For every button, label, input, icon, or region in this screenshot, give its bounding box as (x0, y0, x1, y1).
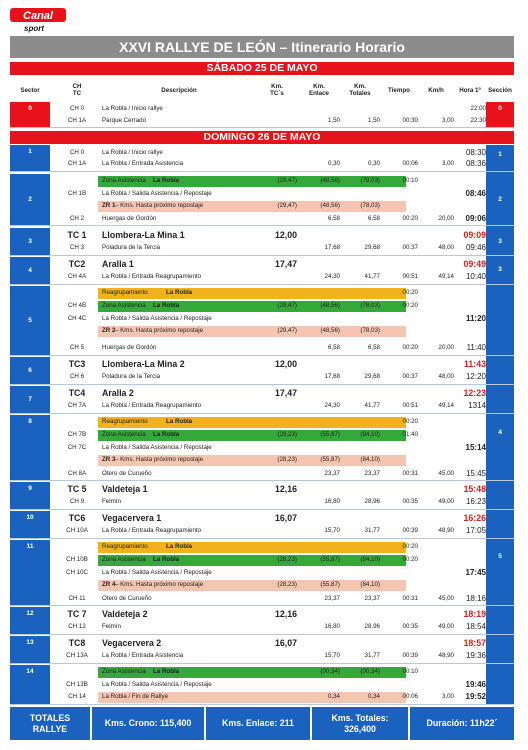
sector-14: 14 Zona Asistencia La Robla (00,34) (00,34) 00:10 CH 13B La Robla / Salida Asistencia / Repostaje 19:46 CH 14 La Robla / Fin de Rallye 0,34 0,34 00:06 3,00 19:52 (10, 665, 514, 705)
sector-7: 7 TC4 Aralla 2 17,47 12:23 CH 7A La Robla / Entrada Reagrupamiento 24,30 41,77 00:51 49,14 1314 (10, 386, 514, 414)
col-km-tc: Km. TC´s (270, 83, 284, 97)
sector-10: 10 TC6 Vegacervera 1 16,07 16:26 CH 10A La Robla / Entrada Reagrupamiento 15,70 31,77 00:39 48,90 17:05 (10, 511, 514, 539)
table-row: Zona Asistencia La Robla (00,34) (00,34) 00:10 (102, 668, 418, 675)
table-row: CH 10B Zona Asistencia La Robla (28,23) (55,87) (84,10) 00:20 (66, 556, 418, 563)
sector-0 (10, 102, 514, 128)
logo-mark-icon (8, 4, 80, 34)
sector-number: 0 (10, 102, 50, 127)
table-row: CH 4B Zona Asistencia La Robla (29,47) (48,56) (78,03) 00:20 (67, 302, 418, 309)
sector-12: 12 TC 7 Valdeteja 2 12,16 18:19 CH 12 Felmín 16,80 28,96 00:35 49,00 18:54 (10, 607, 514, 635)
table-row: CH 7A La Robla / Entrada Reagrupamiento 24,30 41,77 00:51 49,14 1314 (67, 401, 486, 410)
col-hora: Hora 1º (459, 86, 481, 94)
col-kmh: Km/h (428, 86, 444, 94)
col-sector: Sector (20, 86, 40, 94)
table-row: TC3 Llombera-La Mina 2 12,00 11:43 (68, 359, 486, 369)
table-row: CH 1A La Robla / Entrada Asistencia 0,30 0,30 00:06 3,00 08:36 (67, 159, 486, 168)
table-row: CH 6 Poladura de la Tercia 17,68 29,68 00:37 48,00 12:20 (69, 372, 486, 381)
col-desc: Descripción (161, 86, 197, 94)
duracion: Duración: 11h22´ (426, 718, 498, 728)
table-row: CH 4A La Robla / Entrada Reagrupamiento 24,30 41,77 00:51 49,14 10:40 (67, 272, 486, 281)
table-row: CH 5 Huergas de Gordón 6,58 6,58 00:20 20,00 11:40 (69, 343, 486, 352)
totals-footer (10, 707, 514, 740)
table-row: TC6 Vegacervera 1 16,07 16:26 (68, 513, 486, 523)
sector-9: 9 TC 5 Valdeteja 1 12,16 15:48 CH 9 Felmín 16,80 28,96 00:35 49,00 16:23 (10, 482, 514, 510)
table-row: TC2 Aralla 1 17,47 09:49 (68, 259, 486, 269)
sector-2: 2 Zona Asistencia La Robla (29,47) (48,56) (78,03) 00:10 CH 1B La Robla / Salida Asistencia / Repostaje 08:46 ZR 1 – Kms. Hasta próximo repostaje (29,47) (48,56) (78,03) CH 2 Huergas de Gordón 6,58 6,58 00:20 20,00 09:06 (10, 174, 514, 226)
table-row: ZR 3 – Kms. Hasta próximo repostaje (28,23) (55,87) (84,10) (102, 456, 380, 463)
sector-3: 3 TC 1 Llombera-La Mina 1 12,00 09:09 CH 3 Poladura de la Tercia 17,68 29,68 00:37 48,00 09:46 (10, 228, 514, 256)
table-row: CH 1B La Robla / Salida Asistencia / Repostaje 08:46 (67, 189, 486, 198)
table-row: CH 3 Poladura de la Tercia 17,68 29,68 00:37 48,00 09:46 (69, 243, 486, 252)
table-row: CH 12 Felmín 16,80 28,96 00:35 49,00 18:54 (68, 622, 486, 631)
table-row: CH 7C La Robla / Salida Asistencia / Repostaje 15:14 (67, 443, 486, 452)
table-row: ZR 1 – Kms. Hasta próximo repostaje (29,47) (48,56) (78,03) (102, 202, 380, 209)
table-row: CH 0 La Robla / Inicio rallye 08:30 (69, 148, 486, 157)
table-row: TC8 Vegacervera 2 16,07 18:57 (68, 638, 486, 648)
table-row: Reagrupamiento La Robla 00:20 (102, 289, 418, 296)
totals-label: TOTALES RALLYE (29, 712, 71, 734)
table-row: TC4 Aralla 2 17,47 12:23 (68, 388, 486, 398)
page-title: XXVI RALLYE DE LEÓN – Itinerario Horario (10, 36, 514, 58)
table-row: CH 2 Huergas de Gordón 6,58 6,58 00:20 20,00 09:06 (69, 214, 486, 223)
table-row: Reagrupamiento La Robla 00:20 (102, 543, 418, 550)
column-headers (10, 79, 514, 101)
col-seccion: Sección (488, 86, 512, 94)
table-row: CH 14 La Robla / Fin de Rallye 0,34 0,34 00:06 3,00 19:52 (68, 692, 486, 701)
table-row: Reagrupamiento La Robla 00:20 (102, 418, 418, 425)
day-band-saturday: SÁBADO 25 DE MAYO (10, 62, 514, 75)
sector-4: 4 TC2 Aralla 1 17,47 09:49 CH 4A La Robla / Entrada Reagrupamiento 24,30 41,77 00:51 49,14 10:40 (10, 257, 514, 285)
col-km-enlace: Km. Enlace (309, 83, 329, 97)
table-row: CH 10C La Robla / Salida Asistencia / Repostaje 17:45 (65, 568, 486, 577)
sector-6: 6 TC3 Llombera-La Mina 2 12,00 11:43 CH 6 Poladura de la Tercia 17,68 29,68 00:37 48,00 12:20 (10, 357, 514, 385)
svg-text:sport: sport (24, 24, 44, 33)
table-row: ZR 4 – Kms. Hasta próximo repostaje (28,23) (55,87) (84,10) (102, 581, 380, 588)
table-row: CH 1A Parque Cerrado 1,50 1,50 00:30 3,00 22:30 (67, 117, 486, 124)
seccion-0: 0 (486, 102, 514, 127)
day-band-sunday: DOMINGO 26 DE MAYO (10, 131, 514, 144)
table-row: CH 0 La Robla / Inicio rallye 22:00 (69, 105, 486, 112)
kms-crono: Kms. Crono: 115,400 (104, 718, 192, 728)
table-row: CH 9 Felmín 16,80 28,96 00:35 49,00 16:23 (69, 497, 486, 506)
table-row: CH 4C La Robla / Salida Asistencia / Repostaje 11:20 (67, 314, 486, 323)
table-row: CH 13B La Robla / Salida Asistencia / Repostaje 19:46 (66, 680, 486, 689)
col-km-totales: Km. Totales (349, 83, 371, 97)
table-row: TC 7 Valdeteja 2 12,16 18:19 (67, 609, 486, 619)
table-row: CH 11 Otero de Curueño 23,37 23,37 00:31 45,00 18:16 (68, 594, 486, 603)
sector-13: 13 TC8 Vegacervera 2 16,07 18:57 CH 13A La Robla / Entrada Asistencia 15,70 31,77 00:39 48,90 19:36 (10, 636, 514, 664)
table-row: TC 1 Llombera-La Mina 1 12,00 09:09 (67, 230, 486, 240)
table-row: CH 7B Zona Asistencia La Robla (28,23) (55,87) (84,10) 01:40 (67, 431, 418, 438)
col-tiempo: Tiempo (388, 86, 410, 94)
table-row: CH 13A La Robla / Entrada Asistencia 15,70 31,77 00:39 48,90 19:36 (66, 651, 486, 660)
sector-8: 8 Reagrupamiento La Robla 00:20 CH 7B Zona Asistencia La Robla (28,23) (55,87) (84,10) 01:40 CH 7C La Robla / Salida Asistencia / Repostaje 15:14 ZR 3 – Kms. Hasta próximo repostaje (28,23) (55,87) (84,10) CH 8A Otero de Curueño 23,37 23,37 00:31 45,00 15:45 (10, 415, 514, 481)
table-row: ZR 2 – Kms. Hasta próximo repostaje (29,47) (48,56) (78,03) (102, 327, 380, 334)
kms-enlace: Kms. Enlace: 211 (222, 718, 294, 728)
svg-text:Canal: Canal (23, 10, 53, 22)
sector-5: 5 Reagrupamiento La Robla 00:20 CH 4B Zona Asistencia La Robla (29,47) (48,56) (78,03) 00:20 CH 4C La Robla / Salida Asistencia / Repostaje 11:20 ZR 2 – Kms. Hasta próximo repostaje (29,47) (48,56) (78,03) CH 5 Huergas de Gordón 6,58 6,58 00:20 20,00 11:40 (10, 286, 514, 356)
table-row: CH 8A Otero de Curueño 23,37 23,37 00:31 45,00 15:45 (67, 469, 486, 478)
sector-11: 11 Reagrupamiento La Robla 00:20 CH 10B Zona Asistencia La Robla (28,23) (55,87) (84,10) 00:20 CH 10C La Robla / Salida Asistencia / Repostaje 17:45 ZR 4 – Kms. Hasta próximo repostaje (28,23) (55,87) (84,10) CH 11 Otero de Curueño 23,37 23,37 00:31 45,00 18:16 (10, 540, 514, 606)
table-row: TC 5 Valdeteja 1 12,16 15:48 (67, 484, 486, 494)
canal-sport-logo (8, 4, 80, 34)
table-row: Zona Asistencia La Robla (29,47) (48,56) (78,03) 00:10 (102, 177, 418, 184)
col-ch: CH TC (72, 83, 82, 97)
kms-totales: Kms. Totales: 326,400 (331, 712, 389, 734)
table-row: CH 10A La Robla / Entrada Reagrupamiento 15,70 31,77 00:39 48,90 17:05 (66, 526, 486, 535)
sector-1: 1 CH 0 La Robla / Inicio rallye 08:30 CH 1A La Robla / Entrada Asistencia 0,30 0,30 00:06 3,00 08:36 (10, 145, 514, 172)
